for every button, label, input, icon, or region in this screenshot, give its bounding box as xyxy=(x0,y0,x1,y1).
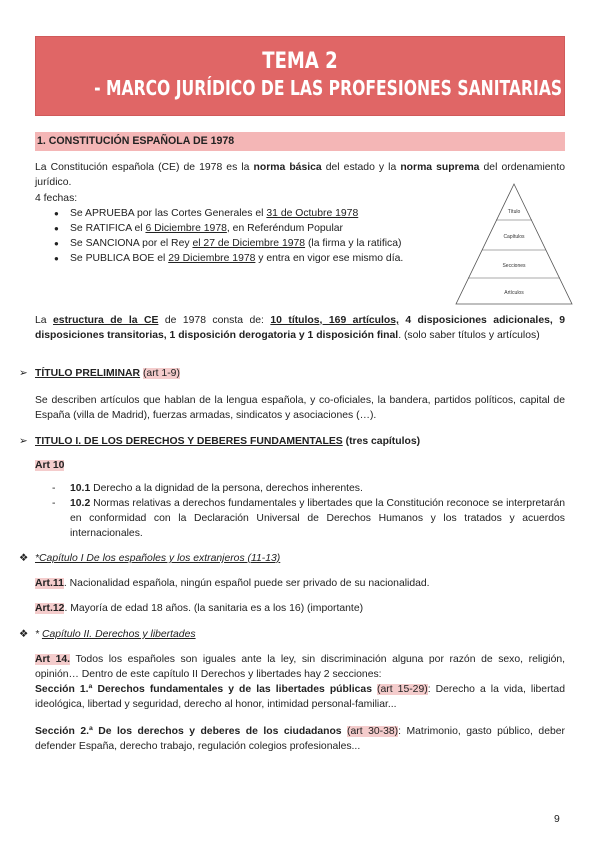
item-text: y entra en vigor ese mismo día. xyxy=(255,253,404,264)
item-date: el 27 de Diciembre 1978 xyxy=(192,238,306,249)
titulo-preliminar-heading xyxy=(19,366,565,381)
seccion-2-range: (art 30-38) xyxy=(347,726,399,737)
titulo-1-heading xyxy=(19,434,565,449)
seccion-1-title: Sección 1.ª Derechos fundamentales y de las libertades públicas xyxy=(35,684,372,695)
art14-paragraph xyxy=(35,652,565,712)
item-text: Se SANCIONA por el Rey xyxy=(70,238,193,249)
title-banner xyxy=(35,36,575,116)
banner-subtitle: - MARCO JURÍDICO DE LAS PROFESIONES SANITARIAS - xyxy=(94,76,575,100)
seccion-2-title: Sección 2.ª De los derechos y deberes de los ciudadanos xyxy=(35,726,342,737)
banner-title: TEMA 2 xyxy=(262,49,338,74)
heading-text: TITULO I. DE LOS DERECHOS Y DEBERES FUNDAMENTALES xyxy=(35,436,343,447)
intro-bold-norma-basica: norma básica xyxy=(253,162,322,173)
article-range: (art 1-9) xyxy=(142,368,180,379)
capitulo-2-heading xyxy=(19,627,565,642)
page-number: 9 xyxy=(554,814,560,825)
pyramid-level-3: Secciones xyxy=(502,263,526,269)
art11-paragraph xyxy=(35,576,565,591)
heading-suffix: (tres capítulos) xyxy=(342,436,421,447)
heading-text: Capítulo II. Derechos y libertades xyxy=(41,629,196,640)
seccion-1-text: : Derecho a la vida, libertad ideológica, libertad y seguridad, derecho al honor, intimidad personal-familiar... xyxy=(35,684,565,710)
list-item xyxy=(52,496,565,541)
item-text: (la firma y la ratifica) xyxy=(305,238,402,249)
capitulo-1-heading xyxy=(19,551,565,566)
asterisk: * xyxy=(35,629,42,640)
fechas-list xyxy=(35,206,445,266)
item-date: 6 Diciembre 1978 xyxy=(145,223,227,234)
pyramid-level-2: Capítulos xyxy=(503,234,525,240)
list-item xyxy=(35,206,445,221)
item-text: Normas relativas a derechos fundamentales y libertades que la Constitución reconoce se interpretarán en conformidad con la Declaración Universal de Derechos Humanos y los tratados y acuerdos internacionales. xyxy=(70,498,565,539)
dash-bullet: - xyxy=(52,483,56,494)
heading-text: TÍTULO PRELIMINAR xyxy=(35,368,141,379)
seccion-1-range: (art 15-29) xyxy=(377,684,428,695)
art14-label: Art 14. xyxy=(35,654,71,665)
diamond-bullet: ❖ xyxy=(19,553,29,564)
item-text: Se PUBLICA BOE el xyxy=(70,253,169,264)
item-number: 10.1 xyxy=(70,483,91,494)
titulos-articulos: 10 títulos, 169 artículos, xyxy=(270,315,399,326)
item-date: 31 de Octubre 1978 xyxy=(266,208,359,219)
text: de 1978 consta de: xyxy=(158,315,271,326)
item-date: 29 Diciembre 1978 xyxy=(168,253,256,264)
item-text: Se RATIFICA el xyxy=(70,223,146,234)
estructura-paragraph xyxy=(35,313,565,343)
section-heading: 1. CONSTITUCIÓN ESPAÑOLA DE 1978 xyxy=(35,132,565,151)
art10-label: Art 10 xyxy=(35,460,65,471)
item-text: , en Referéndum Popular xyxy=(226,223,343,234)
art11-label: Art.11 xyxy=(35,578,64,589)
list-item xyxy=(35,221,445,236)
art12-text: . Mayoría de edad 18 años. (la sanitaria es a los 16) (importante) xyxy=(64,603,364,614)
intro-text: del ordenamiento jurídico. xyxy=(35,162,565,188)
pyramid-level-1: Título xyxy=(507,209,521,215)
item-text: Derecho a la dignidad de la persona, derechos inherentes. xyxy=(90,483,363,494)
art10-list xyxy=(52,481,565,541)
text: La xyxy=(35,315,54,326)
arrow-bullet: ➢ xyxy=(19,436,28,447)
list-item xyxy=(35,236,445,251)
pyramid-level-4: Artículos xyxy=(504,290,524,296)
dash-bullet: - xyxy=(52,498,56,509)
heading-text: *Capítulo I De los españoles y los extranjeros (11-13) xyxy=(35,553,281,564)
estructura-label: estructura de la CE xyxy=(53,315,159,326)
seccion-2-paragraph xyxy=(35,724,565,754)
intro-text: La Constitución española (CE) de 1978 es la xyxy=(35,162,254,173)
art11-text: . Nacionalidad española, ningún español puede ser privado de su nacionalidad. xyxy=(63,578,430,589)
intro-text: del estado y la xyxy=(321,162,401,173)
fechas-block xyxy=(35,191,445,266)
art12-label: Art.12 xyxy=(35,603,65,614)
art12-paragraph xyxy=(35,601,565,616)
item-number: 10.2 xyxy=(70,498,91,509)
seccion-2-text: : Matrimonio, gasto público, deber defender España, derecho trabajo, regulación colegios profesionales... xyxy=(35,726,565,752)
text: . (solo saber títulos y artículos) xyxy=(398,330,540,341)
arrow-bullet: ➢ xyxy=(19,368,28,379)
art14-text: Todos los españoles son iguales ante la ley, sin discriminación alguna por razón de sexo, religión, opinión… Dentro de este capítulo II Derechos y libertades hay 2 secciones: xyxy=(35,654,566,680)
diamond-bullet: ❖ xyxy=(19,629,29,640)
pyramid-outline xyxy=(456,184,572,304)
list-item xyxy=(52,481,565,496)
item-text: Se APRUEBA por las Cortes Generales el xyxy=(70,208,267,219)
disposiciones-text: 4 disposiciones adicionales, 9 disposiciones transitorias, 1 disposición derogatoria y 1 disposición final xyxy=(35,315,565,341)
pyramid-diagram xyxy=(452,180,576,308)
art10-label-wrap xyxy=(35,458,565,473)
intro-bold-norma-suprema: norma suprema xyxy=(400,162,480,173)
titulo-preliminar-text: Se describen artículos que hablan de la lengua española, y co-oficiales, la bandera, partidos políticos, capital de España (villa de Madrid), fuerzas armadas, sindicatos y asociaciones (…). xyxy=(35,395,565,421)
fechas-label: 4 fechas: xyxy=(35,193,78,204)
list-item xyxy=(35,251,445,266)
